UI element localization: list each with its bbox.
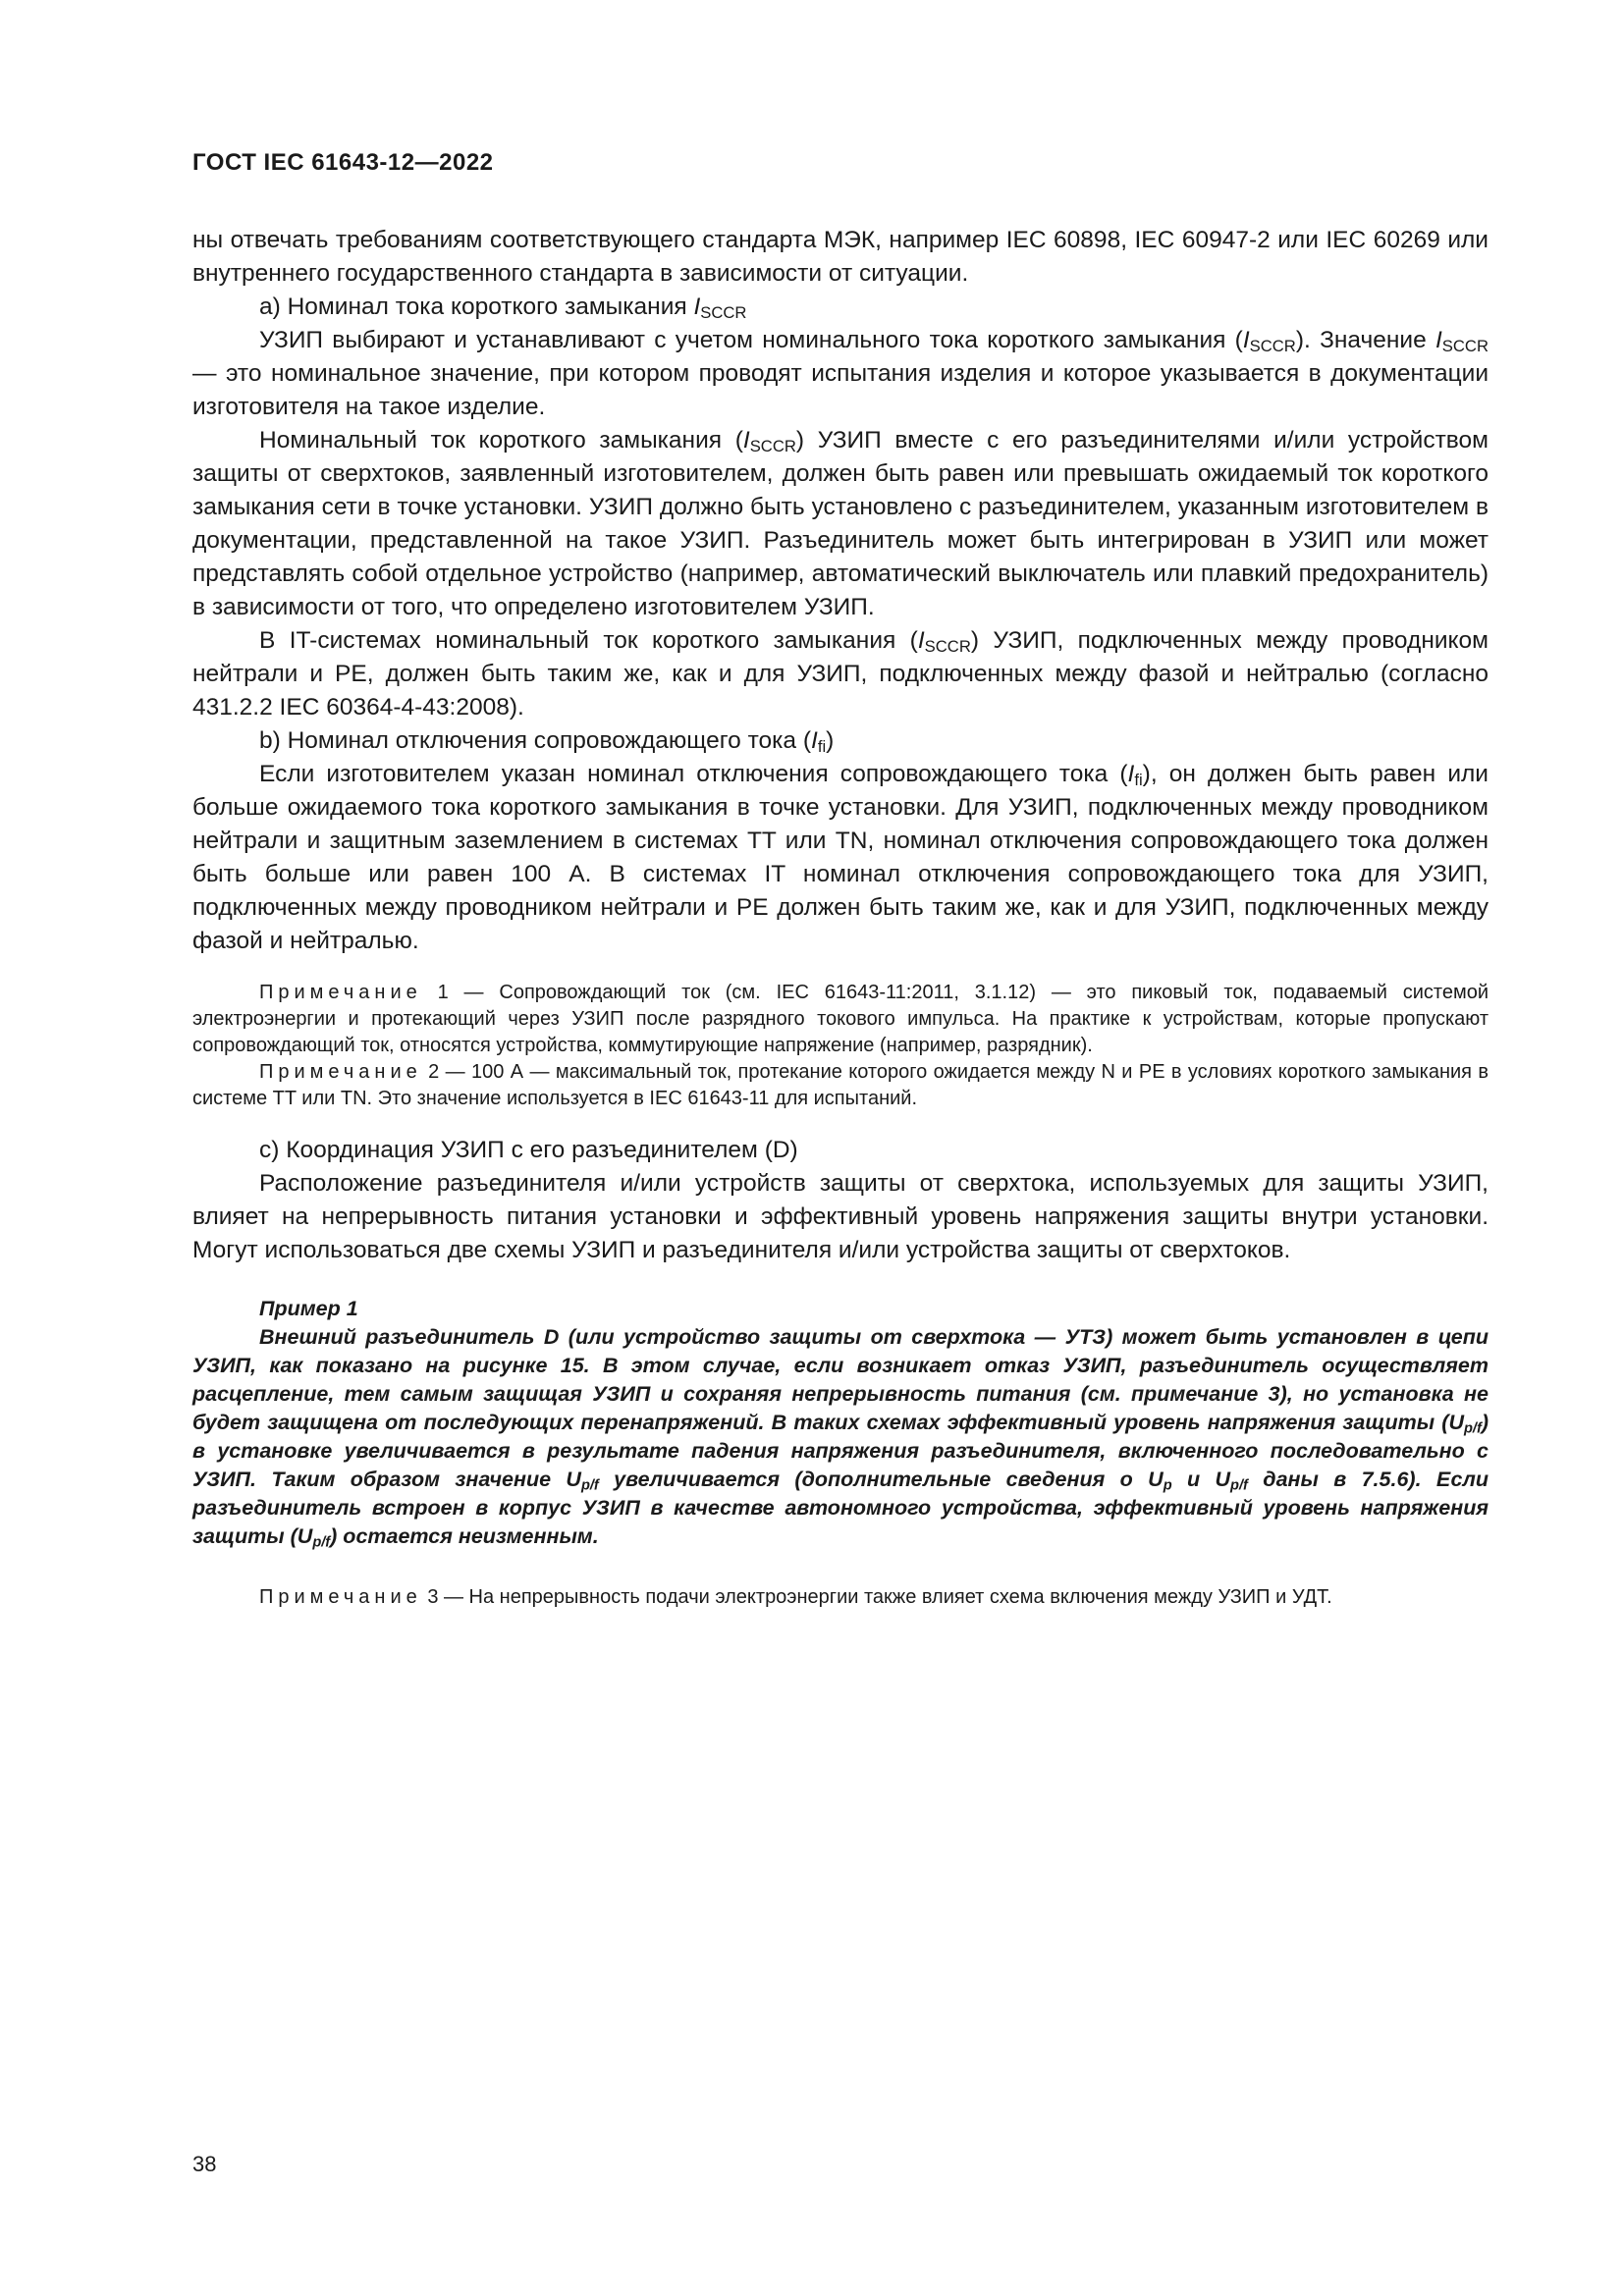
- page-number: 38: [192, 2152, 217, 2176]
- document-body: [192, 224, 1489, 1611]
- note-2: Примечание 2 — 100 А — максимальный ток, протекание которого ожидается между N и PE в условиях короткого замыкания в системе TT или TN. Это значение используется в IEC 61643-11 для испытаний.: [192, 1061, 1489, 1109]
- paragraph-continuation: ны отвечать требованиям соответствующего стандарта МЭК, например IEC 60898, IEC 60947-2 или IEC 60269 или внутреннего государственного стандарта в зависимости от ситуации.: [192, 227, 1489, 287]
- note-3: Примечание 3 — На непрерывность подачи электроэнергии также влияет схема включения между УЗИП и УДТ.: [259, 1586, 1332, 1608]
- example-title: Пример 1: [259, 1297, 358, 1320]
- paragraph-a1: УЗИП выбирают и устанавливают с учетом номинального тока короткого замыкания $(I_{SCCR})$. Значение $I_{SCCR}$ — это номинальное значение, при котором проводят испытания изделия и которое указывается в документации изготовителя на такое изделие.: [192, 327, 1489, 420]
- note-label: Примечание: [259, 982, 422, 1003]
- paragraph-b1: Если изготовителем указан номинал отключения сопровождающего тока $(I_{fi})$, он должен быть равен или больше ожидаемого тока короткого замыкания в точке установки. Для УЗИП, подключенных между проводником нейтрали и защитным заземлением в системах TT или TN, номинал отключения сопровождающего тока должен быть больше или равен 100 А. В системах IT номинал отключения сопровождающего тока для УЗИП, подключенных между проводником нейтрали и PE должен быть таким же, как и для УЗИП, подключенных между фазой и нейтралью.: [192, 761, 1489, 954]
- paragraph-a2: Номинальный ток короткого замыкания $(I_{SCCR})$ УЗИП вместе с его разъединителями и/или устройством защиты от сверхтоков, заявленный изготовителем, должен быть равен или превышать ожидаемый ток короткого замыкания сети в точке установки. УЗИП должно быть установлено с разъединителем, указанным изготовителем в документации, представленной на такое УЗИП. Разъединитель может быть интегрирован в УЗИП или может представлять собой отдельное устройство (например, автоматический выключатель или плавкий предохранитель) в зависимости от того, что определено изготовителем УЗИП.: [192, 427, 1489, 620]
- note-label: Примечание: [259, 1061, 422, 1083]
- item-a-heading: a) Номинал тока короткого замыкания $I_{SCCR}$: [259, 294, 747, 323]
- paragraph-c1: Расположение разъединителя и/или устройств защиты от сверхтока, используемых для защиты УЗИП, влияет на непрерывность питания установки и эффективный уровень напряжения защиты внутри установки. Могут использоваться две схемы УЗИП и разъединителя и/или устройства защиты от сверхтоков.: [192, 1170, 1489, 1263]
- item-c-heading: c) Координация УЗИП с его разъединителем (D): [259, 1137, 798, 1163]
- note-label: Примечание: [259, 1586, 422, 1608]
- item-b-heading: b) Номинал отключения сопровождающего тока $(I_{fi})$: [259, 727, 835, 757]
- note-1: Примечание 1 — Сопровождающий ток (см. IEC 61643-11:2011, 3.1.12) — это пиковый ток, подаваемый системой электроэнергии и протекающий через УЗИП после разрядного токового импульса. На практике к устройствам, которые пропускают сопровождающий ток, относятся устройства, коммутирующие напряжение (например, разрядник).: [192, 982, 1489, 1056]
- paragraph-a3: В IT-системах номинальный ток короткого замыкания $(I_{SCCR})$ УЗИП, подключенных между проводником нейтрали и PE, должен быть таким же, как и для УЗИП, подключенных между фазой и нейтралью (согласно 431.2.2 IEC 60364-4-43:2008).: [192, 627, 1489, 721]
- example-text: Внешний разъединитель D (или устройство защиты от сверхтока — УТЗ) может быть установлен в цепи УЗИП, как показано на рисунке 15. В этом случае, если возникает отказ УЗИП, разъединитель осуществляет расцепление, тем самым защищая УЗИП и сохраняя непрерывность питания (см. примечание 3), но установка не будет защищена от последующих перенапряжений. В таких схемах эффективный уровень напряжения защиты $(U_{p/f})$ в установке увеличивается в результате падения напряжения разъединителя, включенного последовательно с УЗИП. Таким образом значение $U_{p/f}$ увеличивается (дополнительные сведения о $U_p$ и $U_{p/f}$ даны в 7.5.6). Если разъединитель встроен в корпус УЗИП в качестве автономного устройства, эффективный уровень напряжения защиты $(U_{p/f})$ остается неизменным.: [192, 1325, 1489, 1551]
- document-header: ГОСТ IEC 61643-12—2022: [192, 149, 494, 176]
